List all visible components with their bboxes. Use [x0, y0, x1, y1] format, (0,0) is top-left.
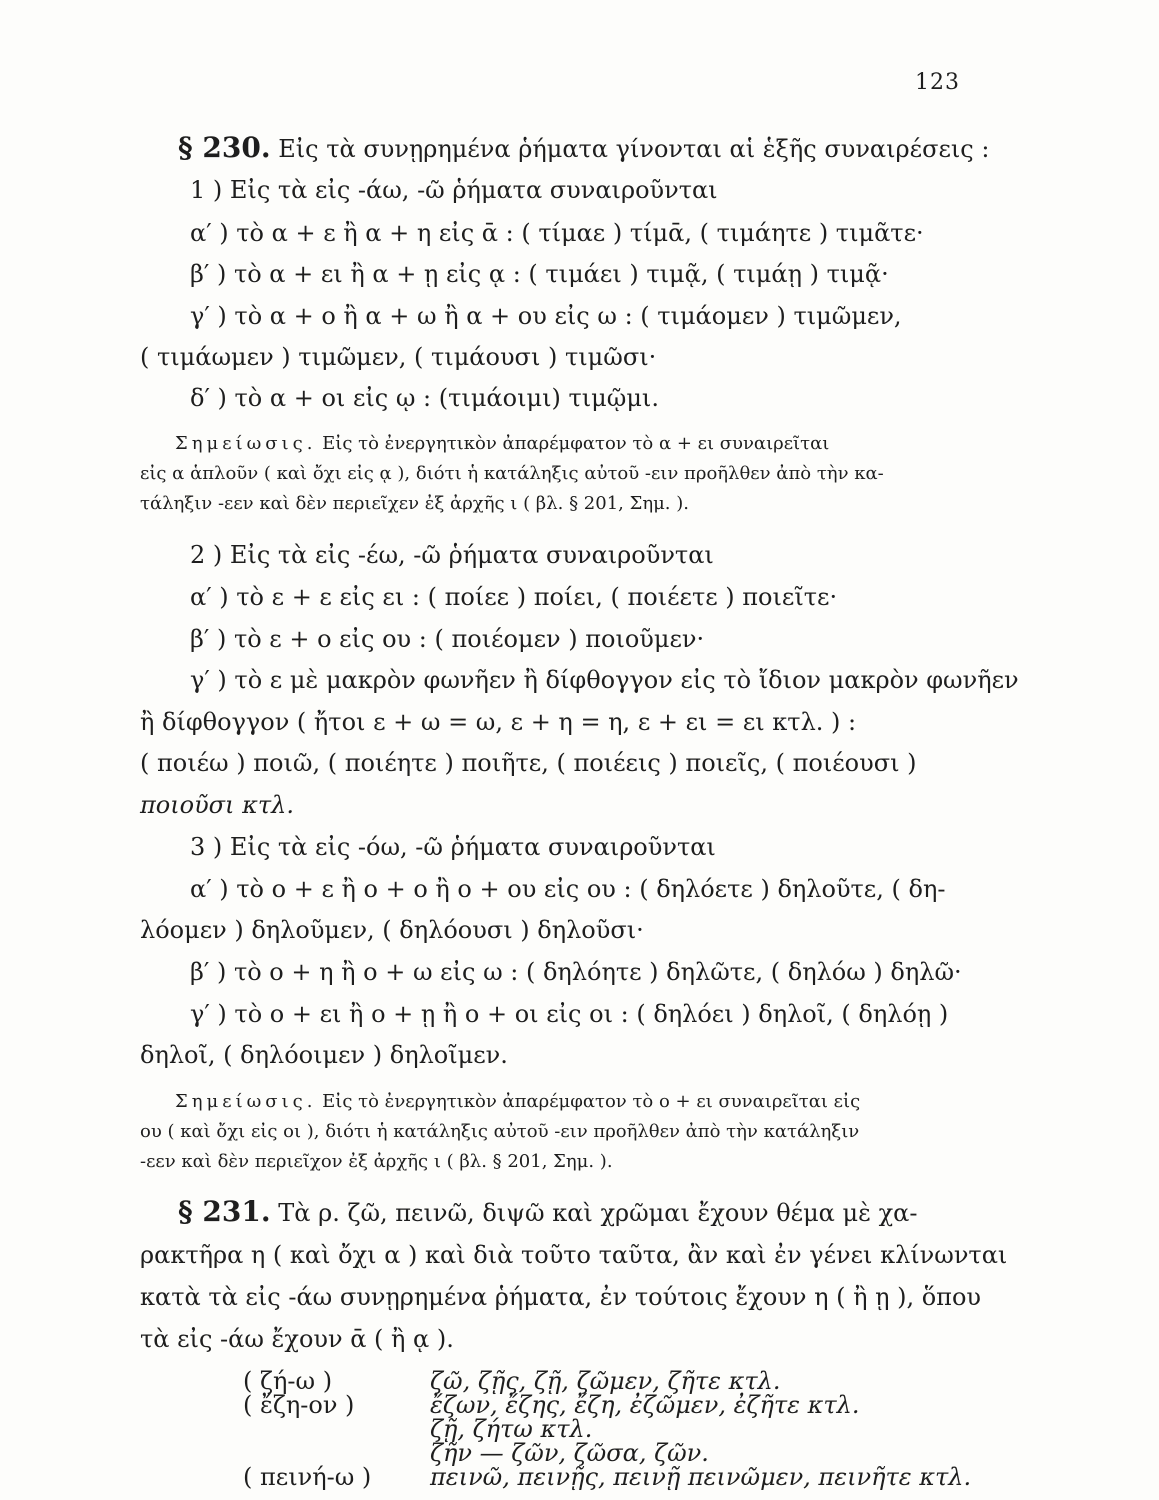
part3-line-2: α′ ) τὸ ο + ε ἢ ο + ο ἢ ο + ου εἰς ου : ( δηλόετε ) δηλοῦτε, ( δη- [190, 875, 946, 903]
part2-line-2: α′ ) τὸ ε + ε εἰς ει : ( ποίεε ) ποίει, ( ποιέετε ) ποιεῖτε· [190, 583, 838, 611]
note1-line-1 [175, 432, 829, 456]
s231-line-1 [178, 1197, 917, 1228]
conj-row-2-forms: ἔζων, ἔζης, ἔζη, ἐζῶμεν, ἐζῆτε κτλ. [430, 1391, 860, 1419]
s231-line-1-text: Τὰ ρ. ζῶ, πεινῶ, διψῶ καὶ χρῶμαι ἔχουν θέμα μὲ χα- [278, 1199, 918, 1227]
conj-row-5-forms: πεινῶ, πεινῇς, πεινῇ πεινῶμεν, πεινῆτε κτλ. [430, 1463, 972, 1491]
s231-line-2: ρακτῆρα η ( καὶ ὄχι α ) καὶ διὰ τοῦτο ταῦτα, ἂν καὶ ἐν γένει κλίνωνται [140, 1241, 1008, 1269]
s230-line-1 [178, 133, 989, 164]
conj-row-1-stem: ( ζή-ω ) [243, 1367, 333, 1395]
note2-line-1 [175, 1090, 860, 1114]
s230-line-6: ( τιμάωμεν ) τιμῶμεν, ( τιμάουσι ) τιμῶσι· [140, 343, 657, 371]
conj-row-3-forms: ζῇ, ζήτω κτλ. [430, 1415, 593, 1443]
s230-number: § 230. [178, 131, 271, 164]
part3-line-5: γ′ ) τὸ ο + ει ἢ ο + ῃ ἢ ο + οι εἰς οι : ( δηλόει ) δηλοῖ, ( δηλόῃ ) [190, 1000, 949, 1028]
conj-row-5-stem: ( πεινή-ω ) [243, 1463, 372, 1491]
s230-line-4: β′ ) τὸ α + ει ἢ α + ῃ εἰς ᾳ : ( τιμάει ) τιμᾷ, ( τιμάῃ ) τιμᾷ· [190, 260, 889, 288]
part3-line-1: 3 ) Εἰς τὰ εἰς -όω, -ῶ ῥήματα συναιροῦνται [190, 833, 716, 861]
s231-line-4: τὰ εἰς -άω ἔχουν ᾱ ( ἢ ᾳ ). [140, 1325, 454, 1353]
note2-line-2: ου ( καὶ ὄχι εἰς οι ), διότι ἡ κατάληξις αὐτοῦ -ειν προῆλθεν ἀπὸ τὴν κατάληξιν [140, 1121, 860, 1142]
s230-line-1-text: Εἰς τὰ συνῃρημένα ῥήματα γίνονται αἱ ἑξῆς συναιρέσεις : [278, 135, 990, 163]
s230-line-2: 1 ) Εἰς τὰ εἰς -άω, -ῶ ῥήματα συναιροῦνται [190, 176, 718, 204]
conj-row-1-forms: ζῶ, ζῇς, ζῇ, ζῶμεν, ζῆτε κτλ. [430, 1367, 781, 1395]
page-number: 123 [915, 70, 960, 95]
conj-row-4-forms: ζῆν — ζῶν, ζῶσα, ζῶν. [430, 1439, 709, 1467]
note1-line-1-text: Εἰς τὸ ἐνεργητικὸν ἀπαρέμφατον τὸ α + ει συναιρεῖται [322, 433, 830, 454]
part2-line-1: 2 ) Εἰς τὰ εἰς -έω, -ῶ ῥήματα συναιροῦνται [190, 541, 714, 569]
s230-line-7: δ′ ) τὸ α + οι εἰς ῳ : (τιμάοιμι) τιμῷμι. [190, 384, 659, 412]
part2-line-4: γ′ ) τὸ ε μὲ μακρὸν φωνῆεν ἢ δίφθογγον εἰς τὸ ἴδιον μακρὸν φωνῆεν [190, 666, 1019, 694]
part2-line-6: ( ποιέω ) ποιῶ, ( ποιέητε ) ποιῆτε, ( ποιέεις ) ποιεῖς, ( ποιέουσι ) [140, 749, 917, 777]
s230-line-3: α′ ) τὸ α + ε ἢ α + η εἰς ᾱ : ( τίμαε ) τίμᾱ, ( τιμάητε ) τιμᾶτε· [190, 219, 924, 247]
part3-line-4: β′ ) τὸ ο + η ἢ ο + ω εἰς ω : ( δηλόητε ) δηλῶτε, ( δηλόω ) δηλῶ· [190, 958, 962, 986]
part3-line-3: λόομεν ) δηλοῦμεν, ( δηλόουσι ) δηλοῦσι· [140, 916, 644, 944]
part2-line-5: ἢ δίφθογγον ( ἤτοι ε + ω = ω, ε + η = η, ε + ει = ει κτλ. ) : [140, 708, 857, 736]
note1-line-3: τάληξιν -εεν καὶ δὲν περιεῖχεν ἐξ ἀρχῆς ι ( βλ. § 201, Σημ. ). [140, 493, 689, 514]
part3-line-6: δηλοῖ, ( δηλόοιμεν ) δηλοῖμεν. [140, 1041, 508, 1069]
part2-line-7: ποιοῦσι κτλ. [140, 791, 294, 819]
note2-line-3: -εεν καὶ δὲν περιεῖχον ἐξ ἀρχῆς ι ( βλ. § 201, Σημ. ). [140, 1151, 613, 1172]
s230-line-5: γ′ ) τὸ α + ο ἢ α + ω ἢ α + ου εἰς ω : ( τιμάομεν ) τιμῶμεν, [190, 302, 902, 330]
note1-line-2: εἰς α ἁπλοῦν ( καὶ ὄχι εἰς ᾳ ), διότι ἡ κατάληξις αὐτοῦ -ειν προῆλθεν ἀπὸ τὴν κα- [140, 463, 884, 484]
note1-label: Σημείωσις. [175, 433, 317, 454]
conj-row-2-stem: ( ἔζη-ον ) [243, 1391, 355, 1419]
part2-line-3: β′ ) τὸ ε + ο εἰς ου : ( ποιέομεν ) ποιοῦμεν· [190, 625, 705, 653]
note2-label: Σημείωσις. [175, 1091, 317, 1112]
note2-line-1-text: Εἰς τὸ ἐνεργητικὸν ἀπαρέμφατον τὸ ο + ει συναιρεῖται εἰς [322, 1091, 861, 1112]
s231-number: § 231. [178, 1195, 271, 1228]
s231-line-3: κατὰ τὰ εἰς -άω συνῃρημένα ῥήματα, ἐν τούτοις ἔχουν η ( ἢ ῃ ), ὅπου [140, 1283, 981, 1311]
